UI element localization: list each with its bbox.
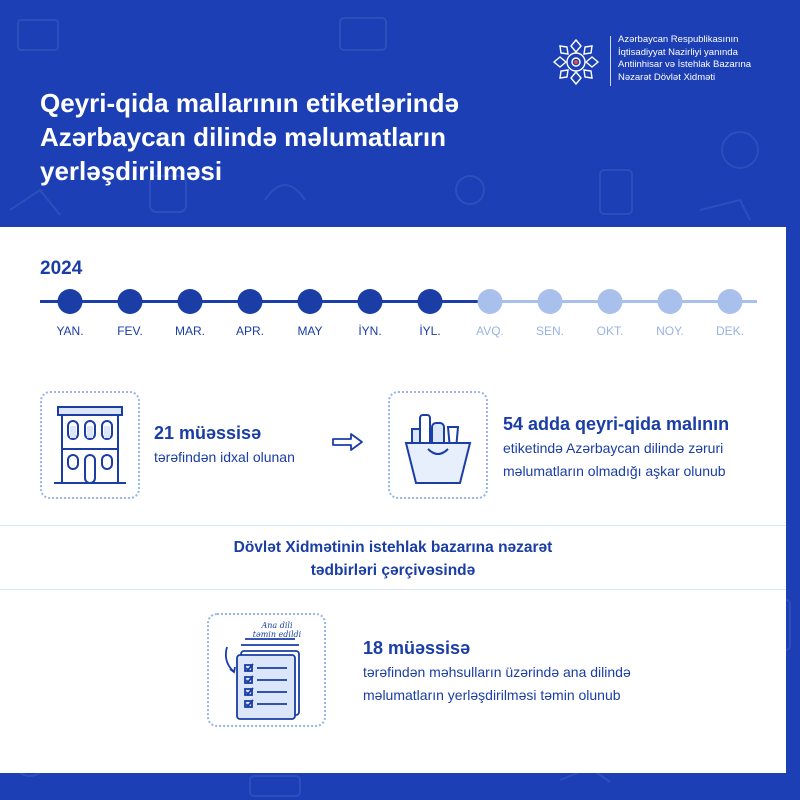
divider-top	[0, 525, 786, 526]
organization-name	[618, 34, 751, 84]
control-measures-text	[0, 536, 786, 582]
compliance-count: 18 müəssisə	[363, 638, 471, 658]
organization-name-line: Azərbaycan Respublikasının	[618, 34, 739, 45]
title-line: yerləşdirilməsi	[40, 156, 223, 186]
shopping-bag-icon	[390, 393, 486, 497]
month-label: SEN.	[535, 324, 564, 338]
info-card	[0, 227, 786, 773]
building-icon	[42, 393, 138, 497]
organization-brand	[548, 34, 788, 90]
control-measures-line: Dövlət Xidmətinin istehlak bazarına nəzarət	[233, 539, 553, 556]
timeline-dot	[418, 289, 443, 314]
month-label: FEV.	[117, 324, 143, 338]
compliance-text-line: məlumatların yerləşdirilməsi təmin olunub	[363, 687, 621, 703]
compliance-text-line: tərəfindən məhsulların üzərində ana dilində	[363, 664, 631, 680]
state-service-emblem-icon	[548, 34, 604, 90]
month-label: APR.	[235, 324, 264, 338]
organization-name-line: Nəzarət Dövlət Xidməti	[618, 71, 716, 83]
timeline-dot	[478, 289, 503, 314]
divider-bottom	[0, 589, 786, 590]
timeline-dot	[118, 289, 143, 314]
note-label-line: Ana dili	[261, 621, 293, 630]
month-label: MAY	[297, 324, 323, 338]
month-label: MAR.	[175, 324, 205, 338]
note-label-line: təmin edildi	[252, 630, 302, 639]
checklist-icon	[209, 615, 324, 725]
title-line: Azərbaycan dilində məlumatların	[40, 122, 447, 152]
goods-bag-icon-box	[388, 391, 488, 499]
month-label: İYN.	[358, 324, 382, 338]
importers-count: 21 müəssisə	[154, 423, 262, 443]
month-label: OKT.	[596, 324, 624, 338]
building-icon-box	[40, 391, 140, 499]
goods-count: 54 adda qeyri-qida malının	[503, 414, 730, 434]
month-label: İYL.	[419, 324, 441, 338]
brand-divider	[610, 36, 611, 86]
timeline-dot	[658, 289, 683, 314]
organization-name-line: Antiinhisar və İstehlak Bazarına	[618, 59, 752, 70]
timeline-dot	[178, 289, 203, 314]
timeline-dot	[238, 289, 263, 314]
control-measures-line: tədbirləri çərçivəsində	[310, 562, 476, 579]
title-line: Qeyri-qida mallarının etiketlərində	[40, 88, 460, 118]
timeline-dot	[298, 289, 323, 314]
arrow-right-icon	[331, 432, 365, 452]
page-title	[40, 86, 560, 188]
month-label: NOY.	[656, 324, 684, 338]
goods-text-line: məlumatların olmadığı aşkar olunub	[503, 463, 726, 479]
timeline-dot	[598, 289, 623, 314]
importers-text: tərəfindən idxal olunan	[154, 449, 295, 465]
timeline-dot	[358, 289, 383, 314]
timeline-dot	[718, 289, 743, 314]
month-label: AVQ.	[476, 324, 504, 338]
goods-text-line: etiketində Azərbaycan dilində zəruri	[503, 440, 724, 456]
month-timeline	[0, 287, 786, 347]
organization-name-line: İqtisadiyyat Nazirliyi yanında	[618, 46, 738, 58]
timeline-dot	[538, 289, 563, 314]
month-label: YAN.	[56, 324, 84, 338]
checklist-icon-box	[207, 613, 326, 727]
timeline-dot	[58, 289, 83, 314]
month-label: DEK.	[715, 324, 744, 338]
timeline-year: 2024	[40, 258, 83, 279]
